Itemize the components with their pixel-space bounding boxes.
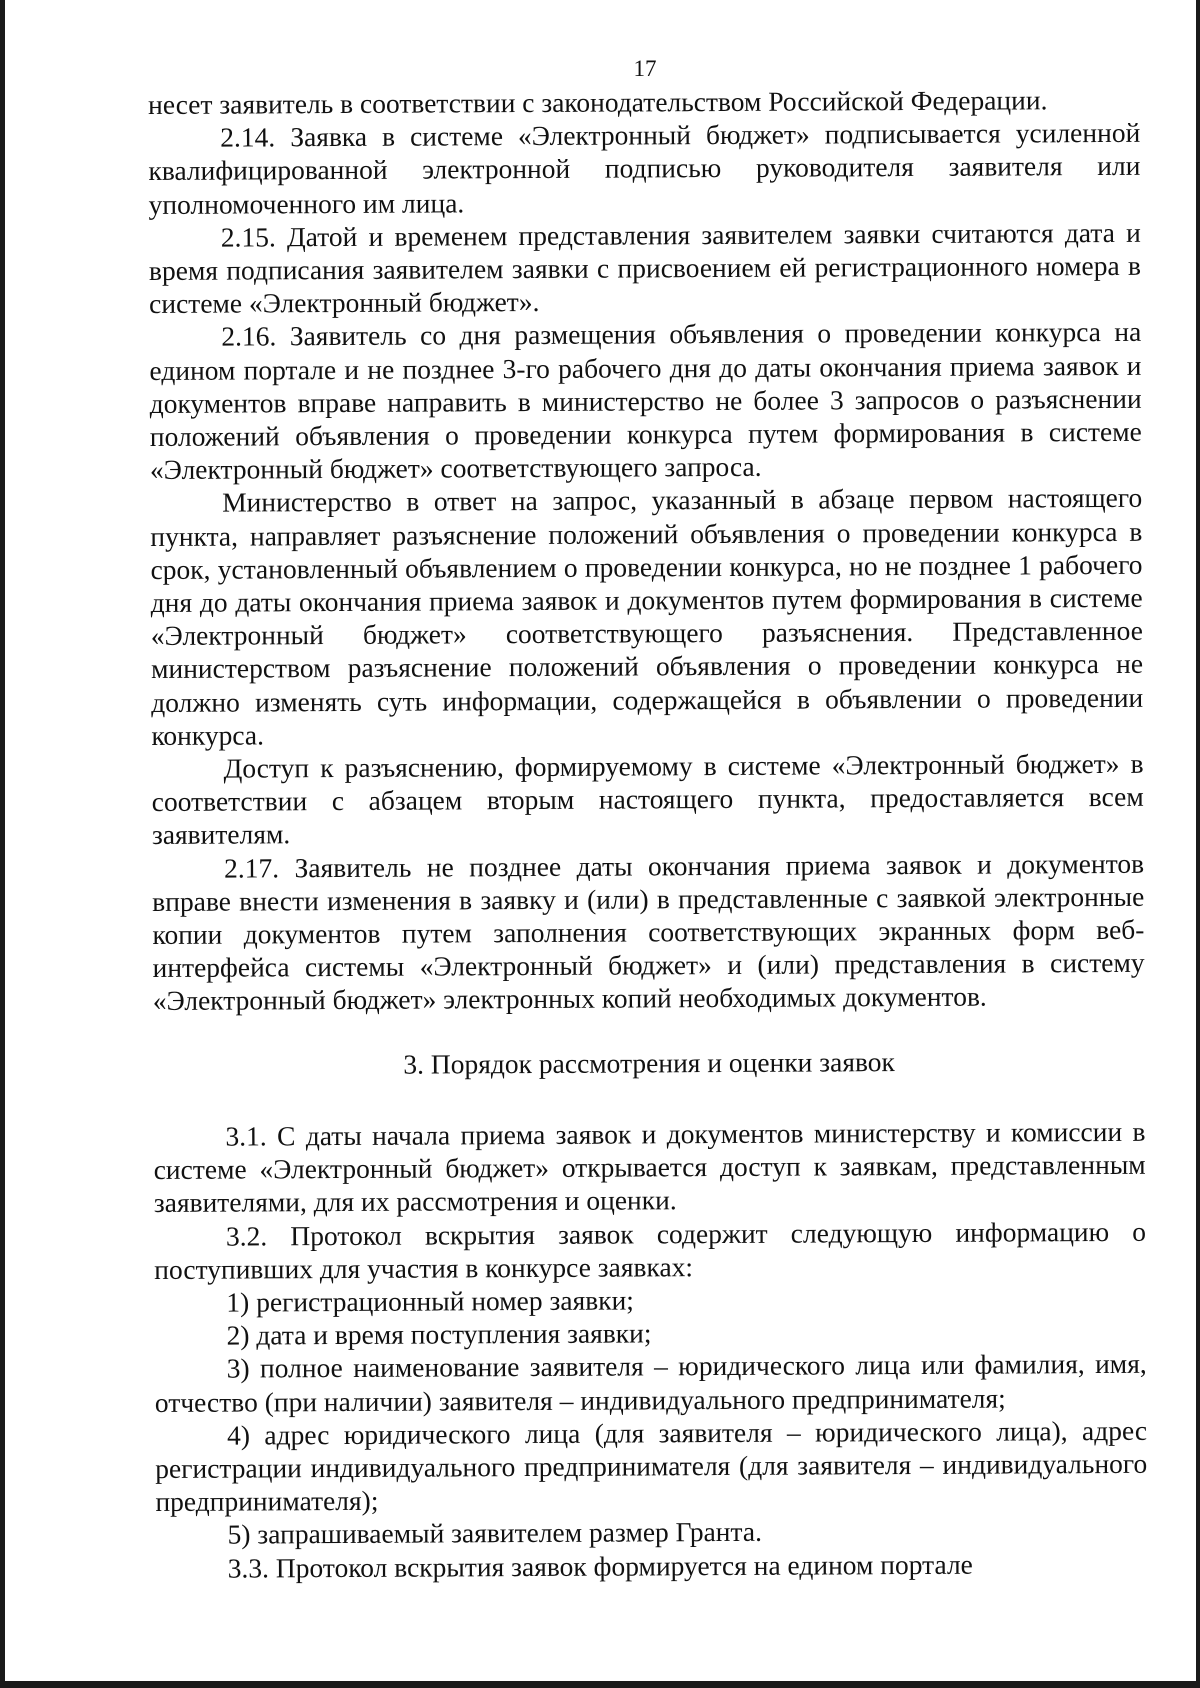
scan-border-right (1196, 0, 1200, 1688)
scan-border-bottom (0, 1681, 1200, 1688)
paragraph-3-2: 3.2. Протокол вскрытия заявок содержит следующую информацию о поступивших для участия в конкурсе заявках: (154, 1215, 1147, 1285)
section-heading: 3. Порядок рассмотрения и оценки заявок (403, 1045, 895, 1080)
list-item: 5) запрашиваемый заявителем размер Гранта. (227, 1516, 762, 1550)
paragraph-3-1: 3.1. С даты начала приема заявок и документов министерству и комиссии в системе «Электронный бюджет» открывается доступ к заявкам, представленным заявителями, для их рассмотрения и оценки. (153, 1115, 1146, 1219)
list-item: 4) адрес юридического лица (для заявителя – юридического лица), адрес регистрации индивидуального предпринимателя (для заявителя – индивидуального предпринимателя); (155, 1414, 1148, 1518)
paragraph-continuation: несет заявитель в соответствии с законодательством Российской Федерации. (148, 84, 1048, 120)
scan-border-left (0, 0, 5, 1688)
list-item: 1) регистрационный номер заявки; (226, 1284, 634, 1318)
paragraph-2-17: 2.17. Заявитель не позднее даты окончания приема заявок и документов вправе внести изменения в заявку и (или) в представленные с заявкой электронные копии документов путем заполнения соответствующих экранных форм веб-интерфейса системы «Электронный бюджет» и (или) представления в систему «Электронный бюджет» электронных копий необходимых документов. (152, 847, 1145, 1017)
list-item: 2) дата и время поступления заявки; (226, 1317, 652, 1351)
paragraph-2-15: 2.15. Датой и временем представления заявителем заявки считаются дата и время подписания заявителем заявки с присвоением ей регистрационного номера в системе «Электронный бюджет». (148, 216, 1142, 320)
page-number: 17 (633, 56, 657, 81)
paragraph-ministry-response: Министерство в ответ на запрос, указанный в абзаце первом настоящего пункта, направляет разъяснение положений объявления о проведении конкурса в срок, установленный объявлением о проведении конкурса, но не позднее 1 рабочего дня до даты окончания приема заявок и документов путем формирования в системе «Электронный бюджет» соответствующего разъяснения. Представленное министерством разъяснение положений объявления о проведении конкурса не должно изменять суть информации, содержащейся в объявлении о проведении конкурса. (150, 482, 1144, 751)
paragraph-access: Доступ к разъяснению, формируемому в системе «Электронный бюджет» в соответствии с абзацем вторым настоящего пункта, предоставляется всем заявителям. (151, 747, 1144, 851)
list-item: 3) полное наименование заявителя – юридического лица или фамилия, имя, отчество (при наличии) заявителя – индивидуального предпринимателя; (154, 1348, 1147, 1418)
paragraph-2-14: 2.14. Заявка в системе «Электронный бюджет» подписывается усиленной квалифицированной электронной подписью руководителя заявителя или уполномоченного им лица. (148, 117, 1141, 220)
paragraph-2-16: 2.16. Заявитель со дня размещения объявления о проведении конкурса на едином портале и не позднее 3-го рабочего дня до даты окончания приема заявок и документов вправе направить в министерство не более 3 запросов о разъяснении положений объявления о проведении конкурса путем формирования в системе «Электронный бюджет» соответствующего запроса. (149, 316, 1142, 486)
paragraph-3-3: 3.3. Протокол вскрытия заявок формируется на едином портале (227, 1548, 973, 1584)
document-body (148, 83, 1148, 1585)
